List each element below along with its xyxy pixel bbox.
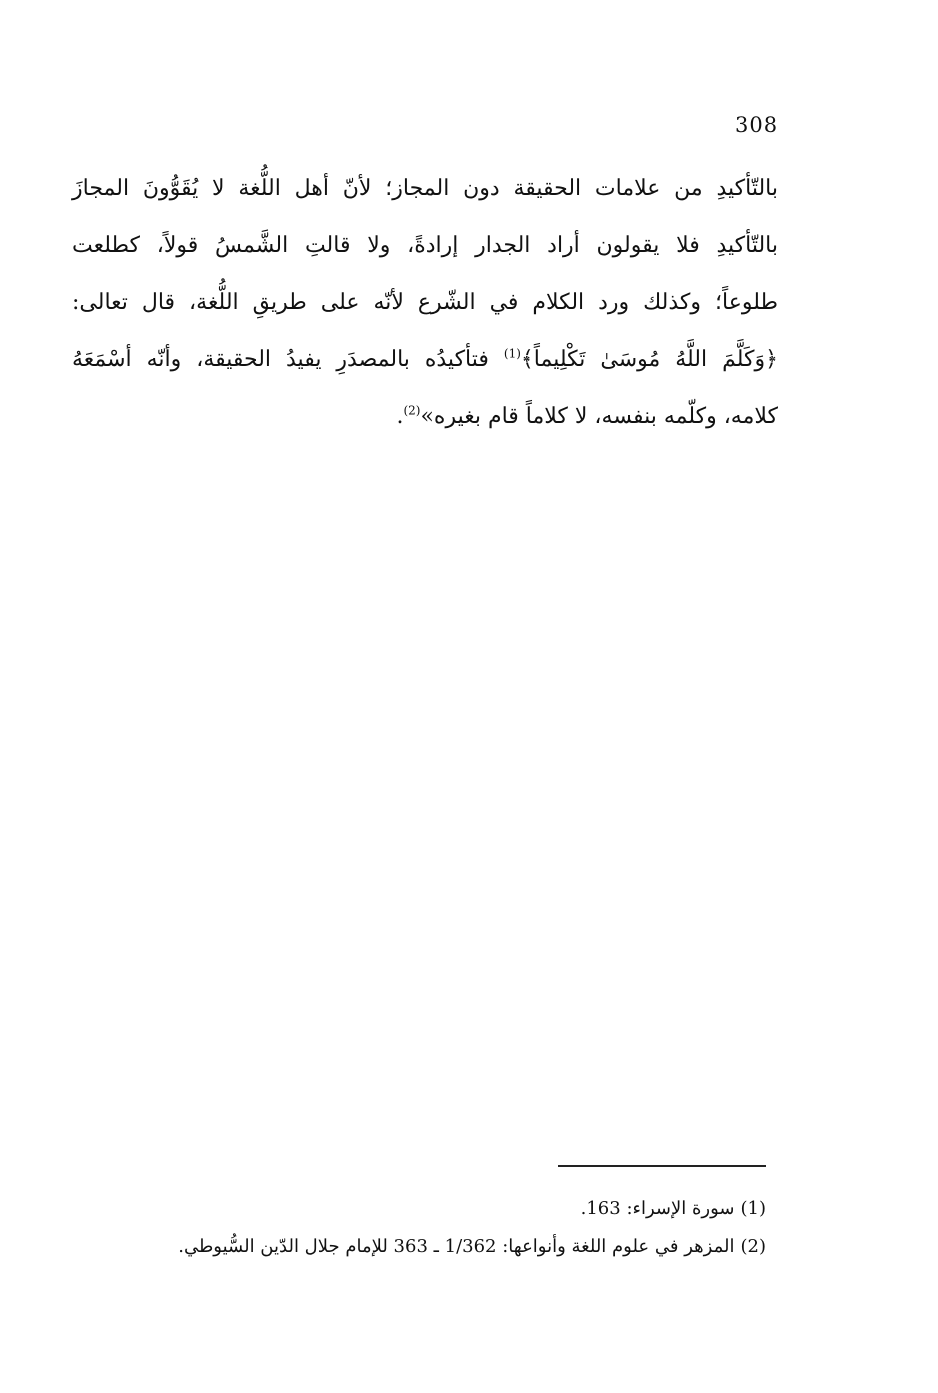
text-line-content: طلوعاً؛ وكذلك ورد الكلام في الشّرع لأنّه على طريقِ اللُّغة، قال تعالى:	[72, 290, 778, 315]
text-line	[72, 388, 778, 445]
footnote-divider	[558, 1165, 766, 1167]
footnote-ref: (1)	[503, 346, 521, 361]
footnote-ref: (2)	[403, 403, 421, 418]
page-number: 308	[735, 113, 779, 137]
text-line	[72, 274, 778, 331]
footnote-text: سورة الإسراء: 163.	[580, 1198, 735, 1219]
quran-quote: ﴿وَكَلَّمَ اللَّهُ مُوسَىٰ تَكْلِيماً﴾	[520, 347, 778, 372]
footnote-number: (2)	[740, 1236, 766, 1257]
footnote-item	[66, 1190, 766, 1228]
text-line-content: بالتّأكيدِ من علامات الحقيقة دون المجاز؛ لأنّ أهل اللُّغة لا يُقَوُّونَ المجازَ	[72, 176, 778, 201]
footnote-number: (1)	[740, 1198, 766, 1219]
text-line-content: فتأكيدُه بالمصدَرِ يفيدُ الحقيقة، وأنّه أسْمَعَهُ	[72, 347, 489, 372]
text-line	[72, 331, 778, 388]
footnotes	[66, 1190, 766, 1266]
sentence-end: .	[396, 404, 404, 429]
body-text	[72, 160, 778, 445]
footnote-text: المزهر في علوم اللغة وأنواعها: 1/362 ـ 363 للإمام جلال الدّين السُّيوطي.	[178, 1236, 735, 1257]
footnote-item	[66, 1228, 766, 1266]
text-line-content: بالتّأكيدِ فلا يقولون أراد الجدار إرادةً، ولا قالتِ الشَّمسُ قولاً، كطلعت	[72, 233, 778, 258]
text-line	[72, 160, 778, 217]
text-line-content: كلامه، وكلّمه بنفسه، لا كلاماً قام بغيره»	[420, 404, 778, 429]
text-line	[72, 217, 778, 274]
